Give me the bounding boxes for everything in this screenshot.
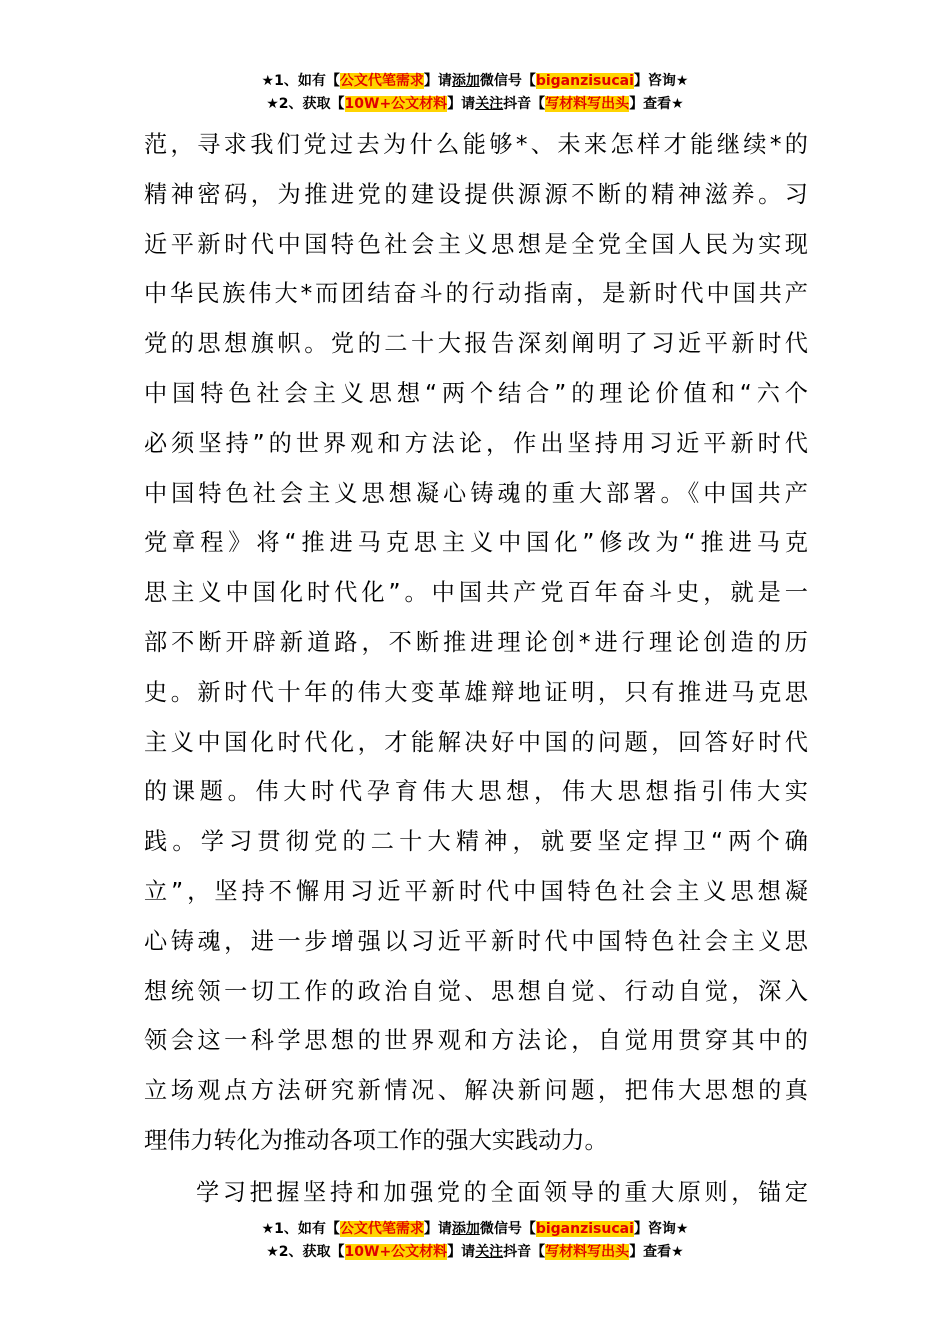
body-line: 思主义中国化时代化”。中国共产党百年奋斗史，就是一: [144, 579, 808, 607]
body-line: 党章程》将“推进马克思主义中国化”修改为“推进马克: [144, 529, 808, 557]
banner-text: 抖音【: [503, 1244, 546, 1260]
banner-text: 微信号【: [479, 73, 536, 89]
banner-highlight: 公文代笔需求: [339, 73, 424, 89]
paragraph-2-start: 学习把握坚持和加强党的全面领导的重大原则，锚定: [196, 1179, 808, 1206]
header-banner: [0, 70, 950, 116]
banner-highlight: 10W+公文材料: [344, 1244, 448, 1260]
banner-line-2: [0, 1241, 950, 1264]
banner-highlight: biganzisucai: [535, 73, 634, 89]
body-line: 部不断开辟新道路，不断推进理论创*进行理论创造的历: [144, 628, 808, 656]
body-line: 中国特色社会主义思想“两个结合”的理论价值和“六个: [144, 379, 808, 407]
body-line: 范，寻求我们党过去为什么能够*、未来怎样才能继续*的: [144, 131, 808, 158]
body-line: 党的思想旗帜。党的二十大报告深刻阐明了习近平新时代: [144, 330, 808, 358]
banner-highlight: biganzisucai: [535, 1221, 634, 1237]
banner-text: 】请: [423, 73, 452, 89]
body-paragraph: [144, 120, 808, 1166]
body-line: 精神密码，为推进党的建设提供源源不断的精神滋养。习: [144, 180, 808, 208]
banner-emphasis: 关注: [475, 1244, 504, 1260]
banner-text: 】查看★: [629, 96, 684, 112]
body-line: 领会这一科学思想的世界观和方法论，自觉用贯穿其中的: [144, 1027, 808, 1055]
banner-text: ★1、如有【: [261, 73, 340, 89]
banner-text: ★2、获取【: [266, 96, 345, 112]
banner-text: 】请: [447, 96, 476, 112]
banner-text: 】咨询★: [633, 73, 689, 89]
body-line: 必须坚持”的世界观和方法论，作出坚持用习近平新时代: [144, 429, 808, 457]
banner-line-1: [0, 1218, 950, 1241]
banner-text: 】请: [447, 1244, 476, 1260]
body-line: 近平新时代中国特色社会主义思想是全党全国人民为实现: [144, 230, 808, 258]
banner-highlight: 写材料写出头: [545, 96, 630, 112]
banner-emphasis: 添加: [451, 73, 480, 89]
banner-text: ★1、如有【: [261, 1221, 340, 1237]
banner-emphasis: 关注: [475, 96, 504, 112]
banner-highlight: 10W+公文材料: [344, 96, 448, 112]
body-line: 中国特色社会主义思想凝心铸魂的重大部署。《中国共产: [144, 479, 808, 507]
banner-line-1: [0, 70, 950, 93]
banner-text: 微信号【: [479, 1221, 536, 1237]
body-line: 的课题。伟大时代孕育伟大思想，伟大思想指引伟大实: [144, 778, 808, 806]
body-line: 想统领一切工作的政治自觉、思想自觉、行动自觉，深入: [144, 977, 808, 1005]
banner-text: 抖音【: [503, 96, 546, 112]
body-line: 史。新时代十年的伟大变革雄辩地证明，只有推进马克思: [144, 678, 808, 706]
body-line: 中华民族伟大*而团结奋斗的行动指南，是新时代中国共产: [144, 280, 808, 308]
banner-highlight: 公文代笔需求: [339, 1221, 424, 1237]
body-line: 理伟力转化为推动各项工作的强大实践动力。: [144, 1126, 608, 1154]
banner-text: 】请: [423, 1221, 452, 1237]
body-line: 立”，坚持不懈用习近平新时代中国特色社会主义思想凝: [144, 877, 808, 905]
body-line: 心铸魂，进一步增强以习近平新时代中国特色社会主义思: [144, 927, 808, 955]
body-line: 主义中国化时代化，才能解决好中国的问题，回答好时代: [144, 728, 808, 756]
banner-text: 】咨询★: [633, 1221, 689, 1237]
banner-text: ★2、获取【: [266, 1244, 345, 1260]
body-line: 践。学习贯彻党的二十大精神，就要坚定捍卫“两个确: [144, 828, 808, 856]
body-line: 立场观点方法研究新情况、解决新问题，把伟大思想的真: [144, 1077, 808, 1105]
banner-text: 】查看★: [629, 1244, 684, 1260]
banner-line-2: [0, 93, 950, 116]
footer-banner: [0, 1218, 950, 1264]
banner-emphasis: 添加: [451, 1221, 480, 1237]
banner-highlight: 写材料写出头: [545, 1244, 630, 1260]
